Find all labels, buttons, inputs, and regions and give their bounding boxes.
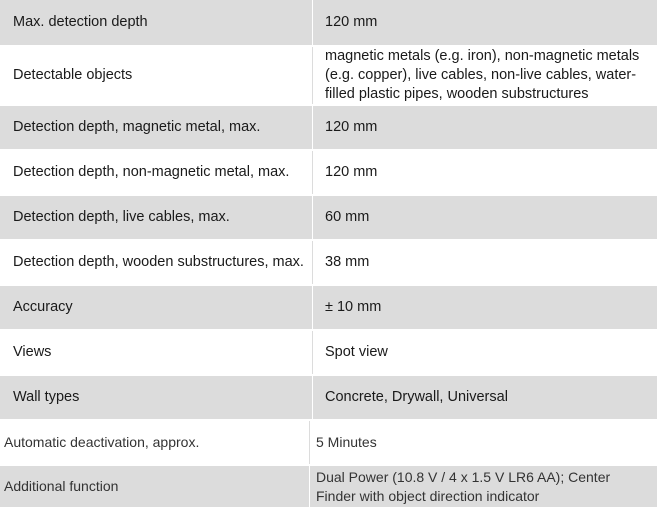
spec-value: Concrete, Drywall, Universal: [325, 389, 508, 405]
spec-row-detection-depth-live-cables: [0, 196, 657, 241]
spec-label: Detection depth, wooden substructures, max.: [0, 241, 313, 284]
spec-row-automatic-deactivation: [0, 421, 657, 466]
spec-label: Wall types: [0, 376, 313, 419]
spec-label: Automatic deactivation, approx.: [0, 421, 310, 464]
spec-value: Dual Power (10.8 V / 4 x 1.5 V LR6 AA); Center Finder with object direction indicator: [316, 468, 611, 504]
spec-value: 120 mm: [325, 164, 378, 180]
spec-value: Spot view: [325, 344, 388, 360]
spec-row-additional-function: [0, 466, 657, 507]
spec-row-wall-types: [0, 376, 657, 421]
spec-label: Max. detection depth: [0, 0, 313, 45]
spec-row-accuracy: [0, 286, 657, 331]
spec-value: ± 10 mm: [325, 299, 382, 315]
spec-label: Detectable objects: [0, 47, 313, 104]
spec-row-detection-depth-non-magnetic-metal: [0, 151, 657, 196]
spec-value: 38 mm: [325, 254, 370, 270]
spec-row-detection-depth-magnetic-metal: [0, 106, 657, 151]
spec-value: magnetic metals (e.g. iron), non-magnetic metals (e.g. copper), live cables, non-live cables, water-filled plastic pipes, wooden substructures: [325, 48, 640, 102]
spec-label: Detection depth, live cables, max.: [0, 196, 313, 239]
spec-label: Additional function: [0, 466, 310, 507]
spec-value: 120 mm: [325, 119, 378, 135]
spec-value: 120 mm: [325, 14, 378, 30]
spec-row-max-detection-depth: [0, 0, 657, 47]
spec-value: 60 mm: [325, 209, 370, 225]
spec-value: 5 Minutes: [316, 434, 377, 450]
spec-label: Detection depth, non-magnetic metal, max.: [0, 151, 313, 194]
spec-row-detection-depth-wooden-substructures: [0, 241, 657, 286]
spec-label: Views: [0, 331, 313, 374]
spec-label: Accuracy: [0, 286, 313, 329]
spec-row-views: [0, 331, 657, 376]
spec-label: Detection depth, magnetic metal, max.: [0, 106, 313, 149]
spec-row-detectable-objects: [0, 47, 657, 106]
